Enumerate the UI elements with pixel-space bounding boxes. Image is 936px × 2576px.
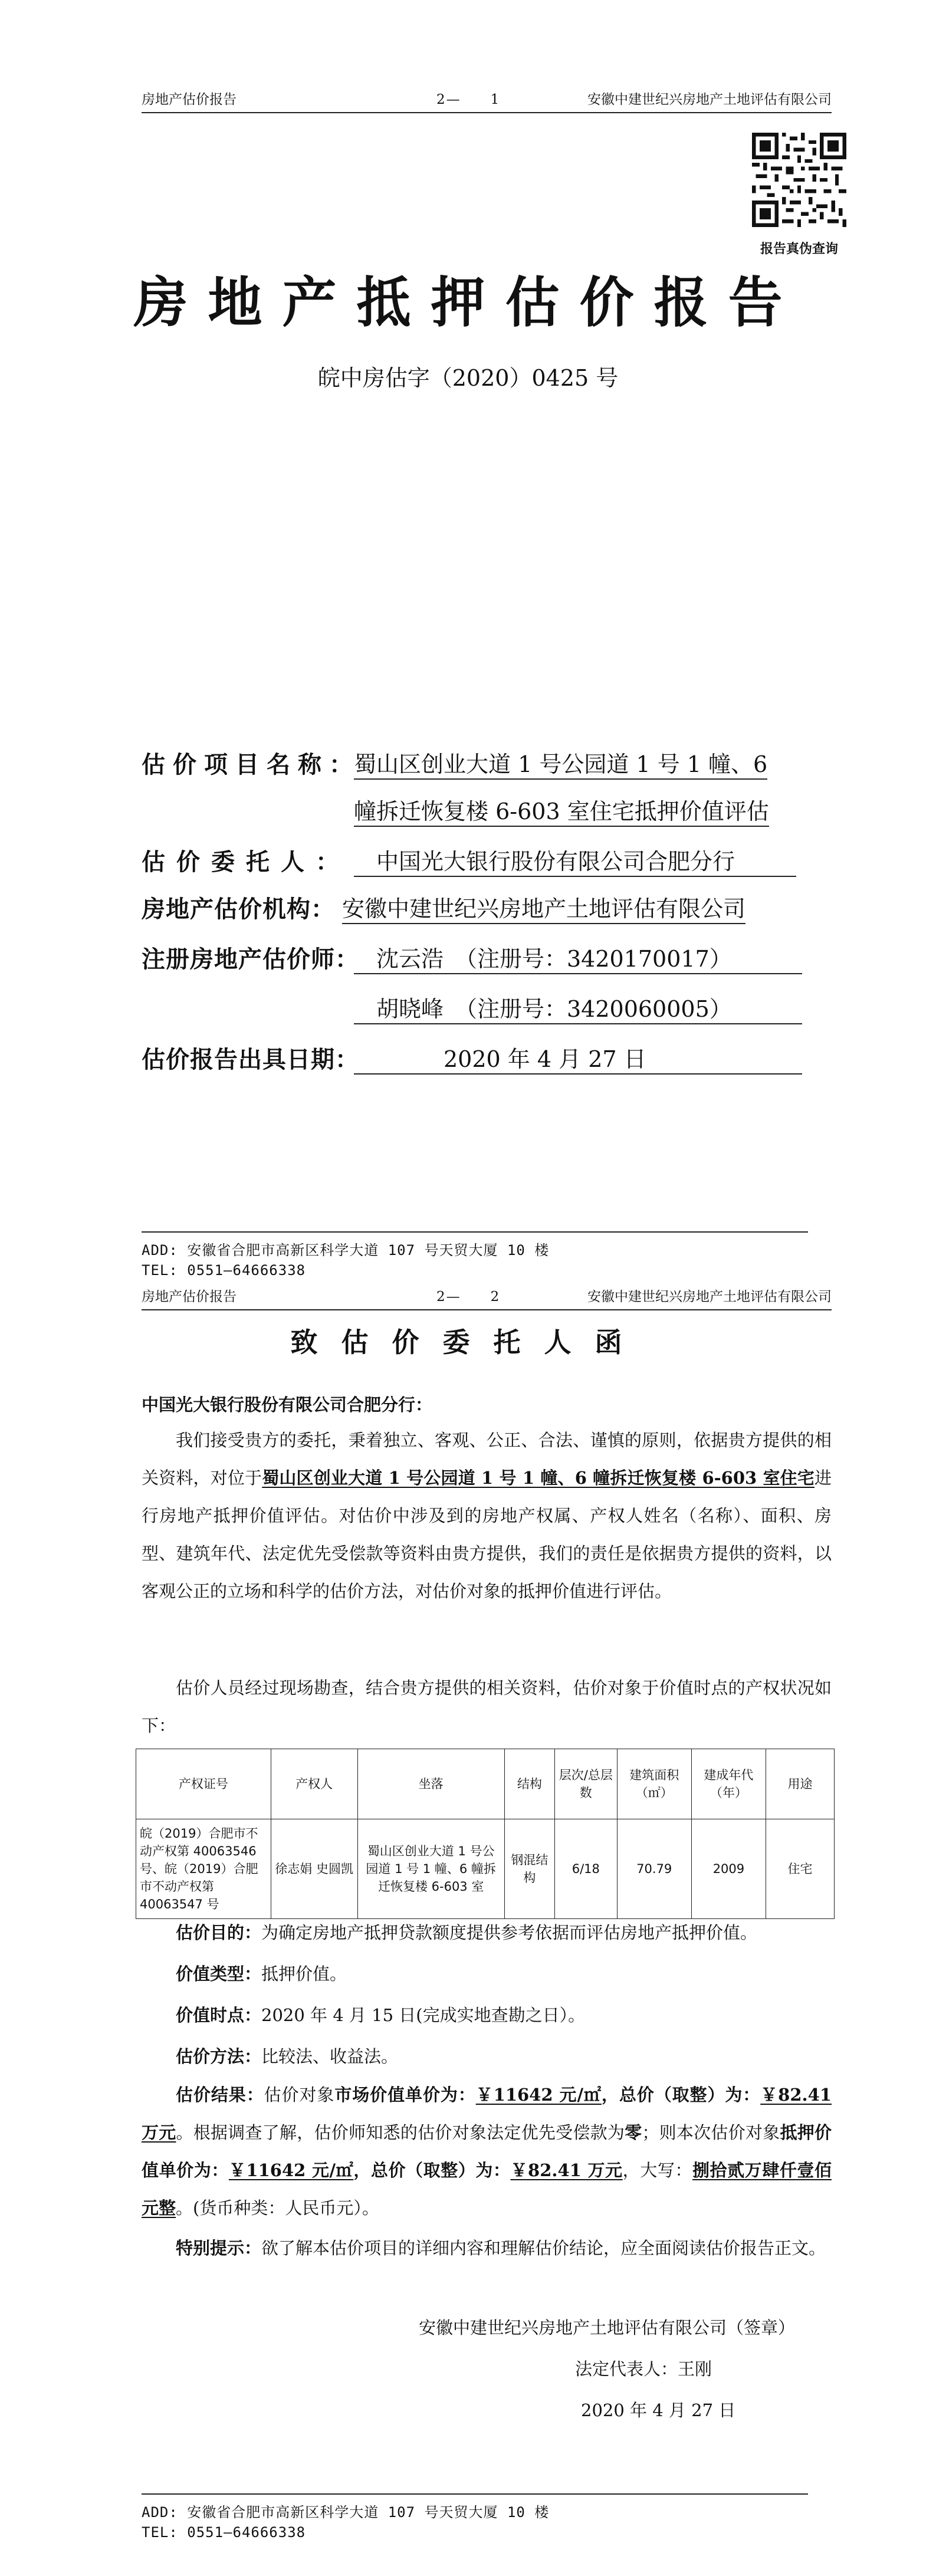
header-company: 安徽中建世纪兴房地产土地评估有限公司 [587, 92, 832, 107]
result-text: 市场价值单价为： [334, 2085, 476, 2105]
result-text: 估价对象 [264, 2085, 335, 2105]
footer-address: ADD: 安徽省合肥市高新区科学大道 107 号天贸大厦 10 楼 [142, 2504, 550, 2521]
purpose-value: 为确定房地产抵押贷款额度提供参考依据而评估房地产抵押价值。 [261, 1923, 758, 1943]
client-value: 中国光大银行股份有限公司合肥分行 [354, 843, 796, 877]
purpose-label: 估价目的： [176, 1923, 262, 1943]
result-label: 估价结果： [176, 2085, 264, 2105]
header-left: 房地产估价报告 [142, 92, 237, 107]
table-cell: 徐志娟 史圆凯 [271, 1819, 357, 1919]
value-type-label: 价值类型： [176, 1964, 262, 1984]
market-total-price: ￥82.41 万元 [142, 2085, 832, 2143]
signing-company: 安徽中建世纪兴房地产土地评估有限公司（签章） [419, 2318, 796, 2338]
status-paragraph: 估价人员经过现场勘查，结合贵方提供的相关资料，估价对象于价值时点的产权状况如下： [142, 1678, 832, 1736]
addressee: 中国光大银行股份有限公司合肥分行： [142, 1395, 433, 1415]
legal-representative: 法定代表人：王刚 [575, 2359, 712, 2379]
table-header: 建成年代（年） [691, 1749, 766, 1819]
qr-caption: 报告真伪查询 [760, 242, 838, 257]
report-number: 皖中房估字（2020）0425 号 [317, 365, 619, 391]
project-name-label: 估价项目名称： [142, 751, 360, 778]
table-cell: 皖（2019）合肥市不动产权第 40063546 号、皖（2019）合肥市不动产权第 40063547 号 [136, 1819, 271, 1919]
total-in-words: 捌拾贰万肆仟壹佰元整 [142, 2160, 832, 2218]
mortgage-unit-price: ￥11642 元/㎡ [228, 2160, 354, 2180]
table-header: 产权人 [271, 1749, 357, 1819]
table-header: 层次/总层数 [554, 1749, 617, 1819]
appraiser-2: 胡晓峰 （注册号：3420060005） [354, 991, 802, 1024]
header-page-number: 2— 1 [436, 92, 501, 107]
project-name-line2: 幢拆迁恢复楼 6-603 室住宅抵押价值评估 [354, 793, 769, 827]
method-line [176, 2043, 398, 2068]
table-header: 建筑面积（㎡） [617, 1749, 691, 1819]
mortgage-total-price: ￥82.41 万元 [510, 2160, 623, 2180]
table-cell: 住宅 [766, 1819, 835, 1919]
footer-phone: TEL: 0551—64666338 [142, 2524, 306, 2541]
result-text: ，大写： [622, 2160, 692, 2180]
footer-divider [142, 1231, 808, 1233]
appraiser-1: 沈云浩 （注册号：3420170017） [354, 941, 802, 974]
value-time-value: 2020 年 4 月 15 日(完成实地查勘之日）。 [261, 2005, 586, 2025]
special-note-value: 欲了解本估价项目的详细内容和理解估价结论，应全面阅读估价报告正文。 [261, 2238, 826, 2258]
report-title: 房地产抵押估价报告 [133, 271, 803, 334]
intro-text-c: 进行房地产抵押价值评估。对估价中涉及到的房地产权属、产权人姓名（名称）、面积、房型、建筑年代、法定优先受偿款等资料由贵方提供，我们的责任是依据贵方提供的资料，以客观公正的立场和科学的估价方法，对估价对象的抵押价值进行评估。 [142, 1468, 832, 1601]
intro-paragraph [142, 1421, 832, 1610]
table-header: 用途 [766, 1749, 835, 1819]
result-text: 。根据调查了解，估价师知悉的估价对象法定优先受偿款为 [176, 2122, 625, 2143]
method-value: 比较法、收益法。 [261, 2046, 399, 2066]
table-cell: 钢混结构 [504, 1819, 554, 1919]
appraiser-label: 注册房地产估价师： [142, 945, 359, 973]
result-paragraph [142, 2076, 832, 2227]
header-company: 安徽中建世纪兴房地产土地评估有限公司 [587, 1289, 832, 1305]
value-time-line [176, 2002, 585, 2026]
table-cell: 6/18 [554, 1819, 617, 1919]
result-text: ，总价（取整）为： [601, 2085, 761, 2105]
table-cell: 蜀山区创业大道 1 号公园道 1 号 1 幢、6 幢拆迁恢复楼 6-603 室 [357, 1819, 504, 1919]
result-text: 抵押价值单价为： [142, 2122, 832, 2180]
page2-header [142, 1286, 832, 1310]
footer-divider [142, 2493, 808, 2495]
issue-date-value: 2020 年 4 月 27 日 [354, 1041, 802, 1075]
table-header-row [136, 1749, 835, 1819]
market-unit-price: ￥11642 元/㎡ [475, 2085, 602, 2105]
result-text: 。(货币种类：人民币元）。 [176, 2198, 379, 2218]
header-page-number: 2— 2 [436, 1289, 501, 1305]
page1-header [142, 88, 832, 113]
value-type-line [176, 1961, 347, 1985]
footer-phone: TEL: 0551—64666338 [142, 1262, 306, 1279]
table-row [136, 1819, 835, 1919]
header-left: 房地产估价报告 [142, 1289, 237, 1305]
property-table [136, 1749, 835, 1919]
table-header: 产权证号 [136, 1749, 271, 1819]
value-time-label: 价值时点： [176, 2005, 262, 2025]
method-label: 估价方法： [176, 2046, 262, 2066]
qr-code-icon[interactable] [752, 133, 846, 227]
special-note-label: 特别提示： [176, 2238, 262, 2258]
agency-label: 房地产估价机构： [142, 895, 335, 923]
result-text: ；则本次估价对象 [642, 2122, 780, 2143]
intro-text-a: 我们接受贵方的委托，秉着独立、客观、公正、合法、谨慎的原则，依据贵方提供的相关资料，对位于 [142, 1430, 832, 1488]
agency-value: 安徽中建世纪兴房地产土地评估有限公司 [342, 891, 745, 924]
letter-title: 致估价委托人函 [290, 1326, 646, 1358]
table-cell: 2009 [691, 1819, 766, 1919]
purpose-line [176, 1920, 757, 1944]
footer-address: ADD: 安徽省合肥市高新区科学大道 107 号天贸大厦 10 楼 [142, 1242, 550, 1259]
priority-claim-amount: 零 [625, 2122, 642, 2143]
table-header: 坐落 [357, 1749, 504, 1819]
issue-date-label: 估价报告出具日期： [142, 1046, 359, 1073]
property-location: 蜀山区创业大道 1 号公园道 1 号 1 幢、6 幢拆迁恢复楼 6-603 室住宅 [262, 1468, 815, 1488]
client-label: 估价委托人： [142, 848, 350, 876]
result-text: ，总价（取整）为： [353, 2160, 511, 2180]
signing-date: 2020 年 4 月 27 日 [581, 2400, 736, 2420]
value-type-value: 抵押价值。 [261, 1964, 347, 1984]
project-name-line1: 蜀山区创业大道 1 号公园道 1 号 1 幢、6 [354, 746, 767, 780]
table-cell: 70.79 [617, 1819, 691, 1919]
special-note [142, 2229, 832, 2267]
table-header: 结构 [504, 1749, 554, 1819]
